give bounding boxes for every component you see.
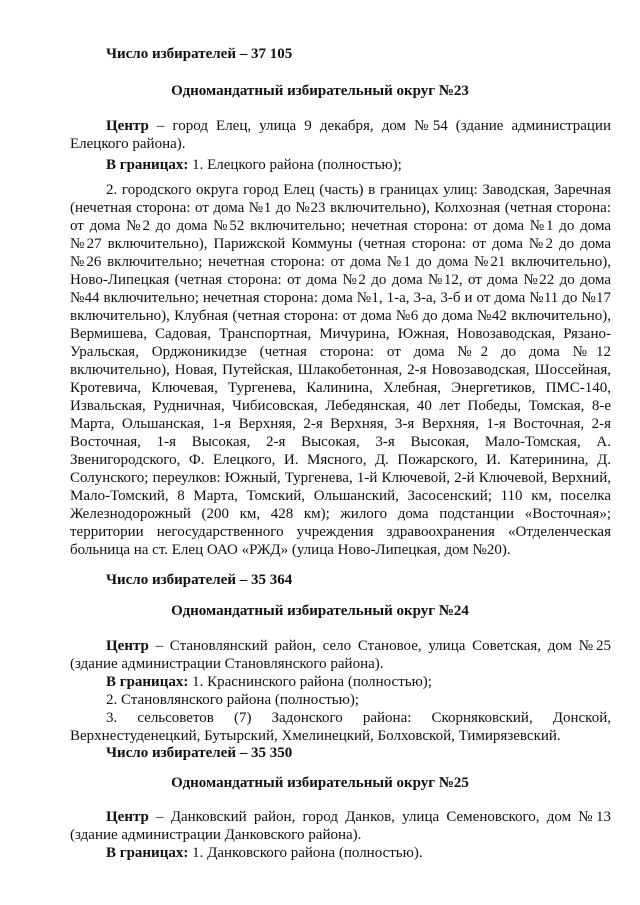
center-label: Центр	[106, 638, 149, 654]
bounds-text: 1. Елецкого района (полностью);	[188, 157, 402, 173]
center-label: Центр	[106, 809, 149, 825]
center-text: – город Елец, улица 9 декабря, дом №54 (здание администрации Елецкого района).	[70, 118, 611, 152]
district-24-heading: Одномандатный избирательный округ №24	[171, 603, 469, 619]
district-25-heading: Одномандатный избирательный округ №25	[171, 775, 469, 791]
district-23-center	[70, 117, 611, 153]
district-25-bounds	[70, 844, 611, 862]
center-text: – Данковский район, город Данков, улица Семеновского, дом №13 (здание администрации Данковского района).	[70, 809, 611, 843]
district-24-item-2: 2. Становлянского района (полностью);	[106, 692, 359, 708]
bounds-label: В границах:	[106, 157, 189, 173]
bounds-text: 1. Краснинского района (полностью);	[188, 674, 432, 690]
center-text: – Становлянский район, село Становое, улица Советская, дом №25 (здание администрации Становлянского района).	[70, 638, 611, 672]
bounds-label: В границах:	[106, 674, 189, 690]
district-23-voters: Число избирателей – 35 364	[106, 572, 293, 588]
district-23-bounds	[70, 156, 611, 174]
district-24-item-3: 3. сельсоветов (7) Задонского района: Скорняковский, Донской, Верхнестуденецкий, Бутырский, Хмелинецкий, Болховской, Тимирязевский.	[70, 710, 611, 744]
district-24-bounds	[70, 673, 611, 691]
district-23-heading: Одномандатный избирательный округ №23	[171, 83, 469, 99]
district-24-center	[70, 637, 611, 673]
district-24-voters: Число избирателей – 35 350	[106, 745, 293, 761]
voters-count-top: Число избирателей – 37 105	[106, 46, 293, 62]
center-label: Центр	[106, 118, 149, 134]
district-23-item-2: 2. городского округа город Елец (часть) в границах улиц: Заводская, Заречная (нечетная сторона: от дома №1 до №23 включительно), Колхозная (четная сторона: от дома №2 до дома №52 включительно; нечетная сторона: от дома №1 до дома №27 включительно), Парижской Коммуны (четная сторона: от дома №2 до дома №26 включительно; нечетная сторона: от дома №1 до дома №21 включительно), Ново-Липецкая (четная сторона: от дома №2 до дома №12, от дома №22 до дома №44 включительно; нечетная сторона: дома №1, 1-а, 3-а, 3-б и от дома №11 до №17 включительно), Клубная (четная сторона: от дома №6 до дома №42 включительно), Вермишева, Садовая, Транспортная, Мичурина, Южная, Новозаводская, Рязано-Уральская, Орджоникидзе (четная сторона: от дома №2 до дома №12 включительно), Новая, Путейская, Шлакобетонная, 2-я Новозаводская, Шоссейная, Кротевича, Ключевая, Тургенева, Калинина, Хлебная, Энергетиков, ПМС-140, Извальская, Рудничная, Чибисовская, Лебедянская, 40 лет Победы, Томская, 8-е Марта, Ольшанская, 1-я Верхняя, 2-я Верхняя, 3-я Верхняя, 1-я Восточная, 2-я Восточная, 1-я Высокая, 2-я Высокая, 3-я Высокая, Мало-Томская, А. Звенигородского, Ф. Елецкого, И. Мясного, Д. Пожарского, И. Катеринина, Д. Солунского; переулков: Южный, Тургенева, 1-й Ключевой, 2-й Ключевой, Верхний, Мало-Томский, 8 Марта, Томский, Ольшанский, Засосенский; 110 км, поселка Железнодорожный (200 км, 428 км); жилого дома подстанции «Восточная»; территории негосударственного учреждения здравоохранения «Отделенческая больница на ст. Елец ОАО «РЖД» (улица Ново-Липецкая, дом №20).	[70, 182, 611, 558]
bounds-text: 1. Данковского района (полностью).	[188, 845, 423, 861]
bounds-label: В границах:	[106, 845, 189, 861]
district-25-center	[70, 808, 611, 844]
